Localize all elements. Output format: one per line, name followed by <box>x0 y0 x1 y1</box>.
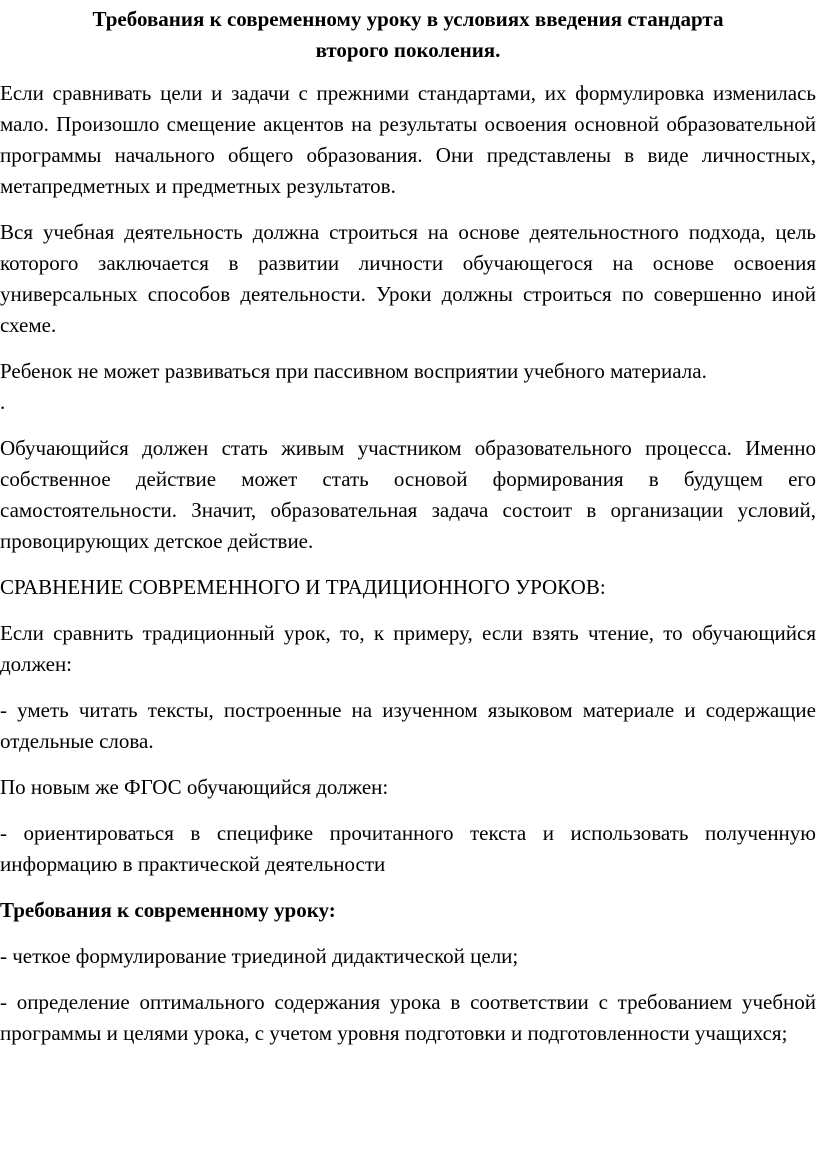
title-line-2: второго поколения. <box>315 38 501 62</box>
section-heading-comparison: СРАВНЕНИЕ СОВРЕМЕННОГО И ТРАДИЦИОННОГО УРОКОВ: <box>0 575 606 599</box>
paragraph-participant: Обучающийся должен стать живым участником образовательного процесса. Именно собственное действие может стать основой формирования в будущем его самостоятельности. Значит, образовательная задача состоит в организации условий, провоцирующих детское действие. <box>0 436 816 553</box>
title-line-1: Требования к современному уроку в условиях введения стандарта <box>92 7 724 31</box>
document-title <box>0 4 816 66</box>
paragraph-traditional-item: - уметь читать тексты, построенные на изученном языковом материале и содержащие отдельные слова. <box>0 698 816 753</box>
paragraph-fgos-item: - ориентироваться в специфике прочитанного текста и использовать полученную информацию в практической деятельности <box>0 821 816 876</box>
requirement-item-2: - определение оптимального содержания урока в соответствии с требованием учебной программы и целями урока, с учетом уровня подготовки и подготовленности учащихся; <box>0 990 816 1045</box>
paragraph-passive: Ребенок не может развиваться при пассивном восприятии учебного материала. <box>0 359 707 383</box>
paragraph-goals: Если сравнивать цели и задачи с прежними стандартами, их формулировка изменилась мало. Произошло смещение акцентов на результаты освоения основной образовательной программы начального общего образования. Они представлены в виде личностных, метапредметных и предметных результатов. <box>0 81 816 198</box>
section-heading-requirements: Требования к современному уроку: <box>0 898 336 922</box>
paragraph-fgos: По новым же ФГОС обучающийся должен: <box>0 775 389 799</box>
paragraph-dot: . <box>0 390 6 414</box>
requirement-item-1: - четкое формулирование триединой дидактической цели; <box>0 944 519 968</box>
paragraph-activity: Вся учебная деятельность должна строиться на основе деятельностного подхода, цель которого заключается в развитии личности обучающегося на основе освоения универсальных способов деятельности. Уроки должны строиться по совершенно иной схеме. <box>0 220 816 337</box>
paragraph-traditional: Если сравнить традиционный урок, то, к примеру, если взять чтение, то обучающийся должен: <box>0 621 816 676</box>
